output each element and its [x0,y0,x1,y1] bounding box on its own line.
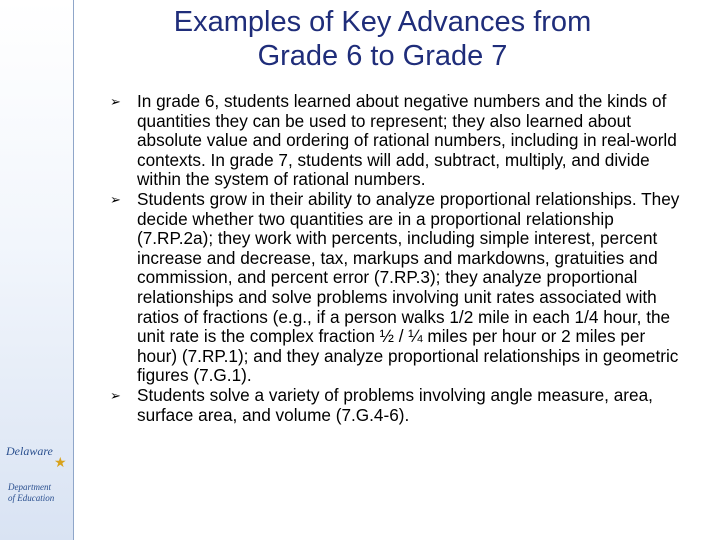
bullet-list [110,92,690,425]
bullet-item [110,190,690,386]
title-line-2: Grade 6 to Grade 7 [257,40,508,72]
sidebar-panel [0,0,74,540]
arrow-bullet-icon: ➢ [110,191,121,207]
bullet-text: In grade 6, students learned about negative numbers and the kinds of quantities they can be used to represent; they also learned about absolute value and ordering of rational numbers, including in real-world contexts. In grade 7, students will add, subtract, multiply, and divide within the system of rational numbers. [137,91,677,190]
arrow-bullet-icon: ➢ [110,387,121,403]
bullet-text: Students grow in their ability to analyze proportional relationships. They decide whether two quantities are in a proportional relationship (7.RP.2a); they work with percents, including simple interest, percent increase and decrease, tax, markups and markdowns, gratuities and commission, and percent error (7.RP.3); they analyze proportional relationships and solve problems involving unit rates associated with ratios of fractions (e.g., if a person walks 1/2 mile in each 1/4 hour, the unit rate is the complex fraction ½ / ¼ miles per hour or 2 miles per hour) (7.RP.1); and they analyze proportional relationships in geometric figures (7.G.1). [137,188,680,386]
bullet-item [110,386,690,425]
arrow-bullet-icon: ➢ [110,94,121,109]
logo-state-text: Delaware [6,444,53,458]
logo-dept-text: Department of Education [8,482,55,503]
slide-title [80,5,685,73]
bullet-text: Students solve a variety of problems involving angle measure, area, surface area, and volume (7.G.4-6). [137,384,653,425]
star-icon: ★ [54,454,67,470]
delaware-doe-logo [6,444,68,516]
title-line-1: Examples of Key Advances from [173,6,592,38]
bullet-item [110,92,690,190]
